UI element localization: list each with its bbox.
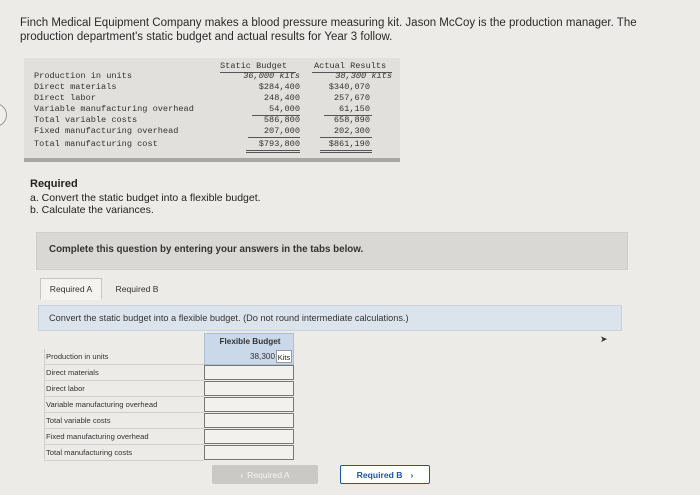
actual-production: 38,300 kits [335, 71, 392, 81]
row-label-fixed-overhead: Fixed manufacturing overhead [34, 126, 179, 136]
row-label-direct-labor: Direct labor [34, 93, 96, 103]
static-total-manufacturing: $793,800 [258, 139, 300, 149]
total-double-underline [320, 150, 372, 153]
static-direct-labor: 248,400 [263, 93, 300, 103]
fixed-overhead-input[interactable] [204, 429, 294, 444]
row-label-direct-materials: Direct materials [46, 368, 99, 377]
subtotal-underline [320, 137, 372, 138]
static-production: 36,000 kits [243, 71, 300, 81]
row-label-total-manufacturing: Total manufacturing cost [34, 139, 158, 149]
row-label-direct-labor: Direct labor [46, 384, 85, 393]
table-shadow-bar [24, 158, 400, 162]
total-manufacturing-input[interactable] [204, 445, 294, 460]
table-row [44, 413, 204, 428]
row-label-total-manufacturing: Total manufacturing costs [46, 448, 133, 457]
flexible-budget-title: Flexible Budget [219, 337, 281, 346]
complete-question-banner [36, 232, 628, 270]
actual-total-manufacturing: $861,190 [328, 139, 370, 149]
actual-direct-materials: $340,070 [328, 82, 370, 92]
table-row [44, 397, 204, 412]
direct-materials-input[interactable] [204, 365, 294, 380]
table-row [44, 429, 204, 444]
table-row [44, 445, 204, 460]
variable-overhead-input[interactable] [204, 397, 294, 412]
mouse-cursor-icon: ➤ [600, 334, 608, 344]
complete-question-text: Complete this question by entering your answers in the tabs below. [49, 244, 364, 255]
side-panel-handle[interactable] [0, 103, 7, 127]
units-label: Kits [276, 350, 292, 363]
table-row [44, 349, 204, 364]
total-variable-input[interactable] [204, 413, 294, 428]
row-label-total-variable: Total variable costs [34, 115, 138, 125]
required-title: Required [30, 178, 78, 190]
total-double-underline [246, 150, 300, 153]
static-total-variable: 586,800 [263, 115, 300, 125]
next-required-b-button[interactable] [340, 465, 430, 484]
tab-required-a[interactable]: Required A [40, 278, 102, 300]
row-label-production: Production in units [34, 71, 132, 81]
budget-data-table [24, 58, 400, 158]
problem-intro: Finch Medical Equipment Company makes a blood pressure measuring kit. Jason McCoy is the production manager. The production department's static budget and actual results for Year 3 follow. [20, 17, 637, 43]
table-row [44, 365, 204, 380]
next-button-label: Required B [356, 469, 403, 480]
required-a-text: a. Convert the static budget into a flexible budget. [30, 192, 261, 204]
tab-required-b[interactable]: Required B [115, 284, 159, 294]
instruction-banner [38, 305, 622, 331]
direct-labor-input[interactable] [204, 381, 294, 396]
actual-total-variable: 658,890 [333, 115, 370, 125]
instruction-text: Convert the static budget into a flexible budget. (Do not round intermediate calculations.) [49, 313, 409, 323]
actual-fixed-overhead: 202,300 [333, 126, 370, 136]
row-label-direct-materials: Direct materials [34, 82, 117, 92]
required-b-text: b. Calculate the variances. [30, 204, 154, 216]
table-row [44, 381, 204, 396]
chevron-right-icon: › [410, 469, 414, 480]
row-label-variable-overhead: Variable manufacturing overhead [46, 400, 158, 409]
subtotal-underline [248, 137, 300, 138]
flexible-budget-header [204, 333, 294, 365]
prev-button-label: Required A [247, 469, 290, 480]
row-divider [44, 460, 204, 461]
row-label-production: Production in units [46, 352, 109, 361]
row-label-total-variable: Total variable costs [46, 416, 111, 425]
prev-required-a-button[interactable] [212, 465, 318, 484]
row-label-variable-overhead: Variable manufacturing overhead [34, 104, 194, 114]
actual-variable-overhead: 61,150 [339, 104, 370, 114]
row-label-fixed-overhead: Fixed manufacturing overhead [46, 432, 149, 441]
actual-results-header: Actual Results [314, 61, 387, 71]
actual-direct-labor: 257,670 [333, 93, 370, 103]
static-direct-materials: $284,400 [258, 82, 300, 92]
static-budget-header: Static Budget [220, 61, 288, 71]
static-fixed-overhead: 207,000 [263, 126, 300, 136]
units-value: 38,300 [249, 352, 275, 361]
chevron-left-icon: ‹ [240, 469, 244, 480]
static-variable-overhead: 54,000 [269, 104, 300, 114]
